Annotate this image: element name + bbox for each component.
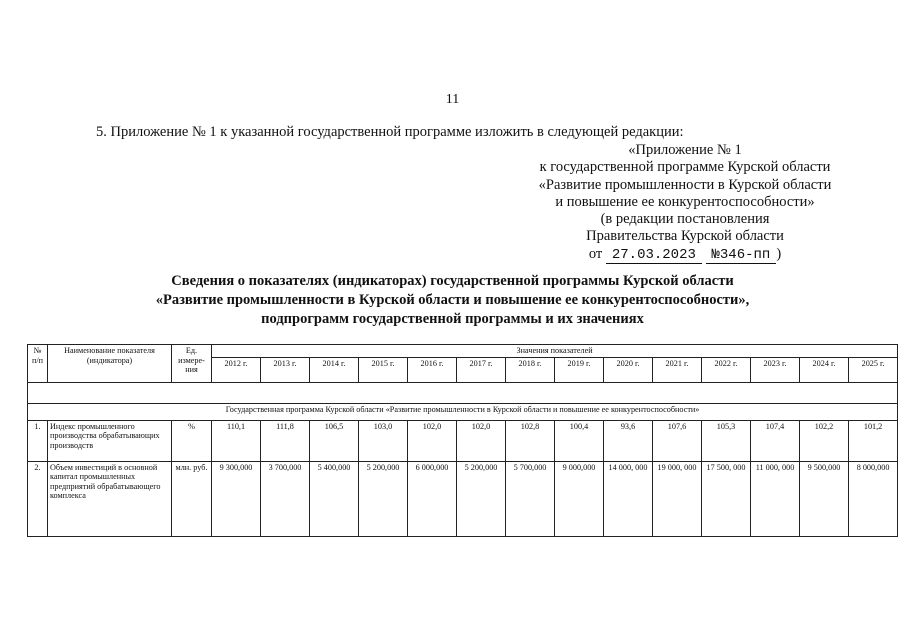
row-value: 111,8 bbox=[261, 420, 310, 461]
row-value: 102,8 bbox=[506, 420, 555, 461]
header-values: Значения показателей bbox=[212, 345, 898, 358]
row-unit: млн. руб. bbox=[172, 461, 212, 536]
year-header: 2020 г. bbox=[604, 357, 653, 382]
row-value: 9 500,000 bbox=[800, 461, 849, 536]
year-header: 2018 г. bbox=[506, 357, 555, 382]
spacer-row bbox=[28, 382, 898, 403]
row-value: 5 400,000 bbox=[310, 461, 359, 536]
document-title bbox=[0, 272, 905, 329]
appendix-line: и повышение ее конкурентоспособности» bbox=[555, 193, 815, 210]
row-value: 100,4 bbox=[555, 420, 604, 461]
row-value: 5 200,000 bbox=[359, 461, 408, 536]
row-value: 102,2 bbox=[800, 420, 849, 461]
year-header: 2023 г. bbox=[751, 357, 800, 382]
row-num: 2. bbox=[28, 461, 48, 536]
title-line: Сведения о показателях (индикаторах) государственной программы Курской области bbox=[171, 273, 734, 289]
date-suffix: ) bbox=[776, 245, 782, 262]
title-line: подпрограмм государственной программы и их значениях bbox=[261, 311, 644, 327]
header-name: Наименование показателя (индикатора) bbox=[48, 345, 172, 383]
appendix-line: «Развитие промышленности в Курской области bbox=[538, 176, 832, 193]
header-num: № п/п bbox=[28, 345, 48, 383]
row-value: 93,6 bbox=[604, 420, 653, 461]
year-header: 2024 г. bbox=[800, 357, 849, 382]
row-value: 106,5 bbox=[310, 420, 359, 461]
number-field: №346-пп bbox=[706, 247, 777, 264]
table-row bbox=[28, 461, 898, 536]
year-header: 2019 г. bbox=[555, 357, 604, 382]
date-field: 27.03.2023 bbox=[606, 247, 702, 264]
table-row bbox=[28, 420, 898, 461]
page-number: 11 bbox=[445, 92, 460, 107]
spacer-cell bbox=[28, 382, 898, 403]
year-header: 2014 г. bbox=[310, 357, 359, 382]
year-header: 2013 г. bbox=[261, 357, 310, 382]
row-value: 19 000, 000 bbox=[653, 461, 702, 536]
row-value: 17 500, 000 bbox=[702, 461, 751, 536]
row-value: 107,6 bbox=[653, 420, 702, 461]
row-value: 14 000, 000 bbox=[604, 461, 653, 536]
appendix-block bbox=[500, 142, 870, 264]
intro-paragraph: 5. Приложение № 1 к указанной государственной программе изложить в следующей редакции: bbox=[96, 124, 684, 140]
header-unit: Ед. измере-ния bbox=[172, 345, 212, 383]
appendix-line: «Приложение № 1 bbox=[628, 142, 742, 158]
row-value: 107,4 bbox=[751, 420, 800, 461]
row-value: 110,1 bbox=[212, 420, 261, 461]
year-header: 2015 г. bbox=[359, 357, 408, 382]
row-value: 102,0 bbox=[408, 420, 457, 461]
year-header: 2012 г. bbox=[212, 357, 261, 382]
row-value: 105,3 bbox=[702, 420, 751, 461]
year-header: 2016 г. bbox=[408, 357, 457, 382]
year-header: 2025 г. bbox=[849, 357, 898, 382]
indicators-table bbox=[27, 344, 898, 537]
row-value: 102,0 bbox=[457, 420, 506, 461]
row-value: 6 000,000 bbox=[408, 461, 457, 536]
appendix-line: Правительства Курской области bbox=[586, 228, 784, 245]
year-header: 2021 г. bbox=[653, 357, 702, 382]
program-title-cell: Государственная программа Курской области «Развитие промышленности в Курской области и повышение ее конкурентоспособности» bbox=[28, 403, 898, 420]
row-name: Объем инвестиций в основной капитал промышленных предприятий обрабатывающего комплекса bbox=[48, 461, 172, 536]
row-value: 5 200,000 bbox=[457, 461, 506, 536]
program-row bbox=[28, 403, 898, 420]
row-value: 11 000, 000 bbox=[751, 461, 800, 536]
row-value: 101,2 bbox=[849, 420, 898, 461]
row-num: 1. bbox=[28, 420, 48, 461]
row-value: 103,0 bbox=[359, 420, 408, 461]
date-prefix: от bbox=[588, 245, 603, 262]
year-header: 2017 г. bbox=[457, 357, 506, 382]
appendix-date-line bbox=[500, 246, 870, 264]
year-header: 2022 г. bbox=[702, 357, 751, 382]
row-name: Индекс промышленного производства обрабатывающих производств bbox=[48, 420, 172, 461]
row-value: 8 000,000 bbox=[849, 461, 898, 536]
row-value: 5 700,000 bbox=[506, 461, 555, 536]
row-unit: % bbox=[172, 420, 212, 461]
appendix-line: (в редакции постановления bbox=[600, 211, 770, 228]
title-line: «Развитие промышленности в Курской области и повышение ее конкурентоспособности», bbox=[155, 292, 750, 308]
row-value: 9 300,000 bbox=[212, 461, 261, 536]
row-value: 3 700,000 bbox=[261, 461, 310, 536]
appendix-line: к государственной программе Курской области bbox=[539, 159, 831, 176]
row-value: 9 000,000 bbox=[555, 461, 604, 536]
